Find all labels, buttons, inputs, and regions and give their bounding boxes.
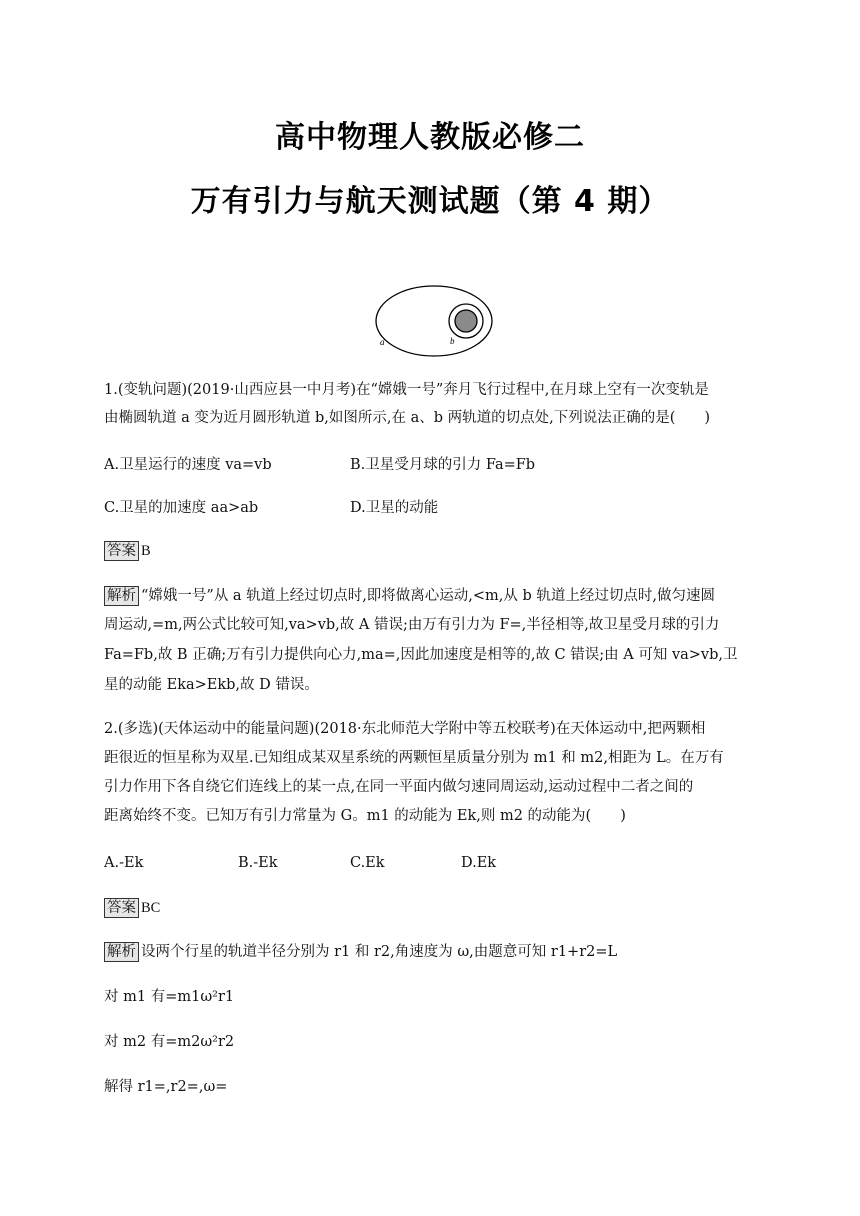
q2-option-c: C.Ek: [350, 855, 385, 871]
q1-option-b: B.卫星受月球的引力 Fa=Fb: [350, 457, 536, 473]
q2-answer-value: BC: [141, 900, 161, 916]
q2-stem-line3: 引力作用下各自绕它们连线上的某一点,在同一平面内做匀速同周运动,运动过程中二者之间的: [104, 779, 694, 795]
q1-answer-value: B: [141, 543, 151, 559]
q2-stem-line1: 2.(多选)(天体运动中的能量问题)(2018·东北师范大学附中等五校联考)在天体运动中,把两颗相: [104, 721, 706, 737]
q2-stem-line2: 距很近的恒星称为双星.已知组成某双星系统的两颗恒星质量分别为 m1 和 m2,相距为 L。在万有: [104, 750, 724, 766]
q2-analysis-tag: 解析: [104, 942, 139, 962]
q2-equation1: 对 m1 有=m1ω²r1: [104, 989, 235, 1005]
moon: [455, 310, 477, 332]
q2-analysis-text1: 设两个行星的轨道半径分别为 r1 和 r2,角速度为 ω,由题意可知 r1+r2=L: [141, 944, 618, 960]
document-title-line2: 万有引力与航天测试题（第 4 期）: [190, 184, 670, 219]
q1-answer-tag: 答案: [104, 541, 139, 561]
q1-analysis-tag: 解析: [104, 586, 139, 606]
orbit-label-b: b: [450, 336, 455, 346]
q2-answer-tag: 答案: [104, 898, 139, 918]
q2-analysis-line1: [104, 942, 764, 962]
q2-equation3: 解得 r1=,r2=,ω=: [104, 1079, 228, 1095]
q1-option-d: D.卫星的动能: [350, 500, 439, 516]
q1-analysis-line3: Fa=Fb,故 B 正确;万有引力提供向心力,ma=,因此加速度是相等的,故 C 错误;由 A 可知 va>vb,卫: [104, 647, 738, 663]
orbit-label-a: a: [380, 337, 385, 347]
q1-answer-row: [104, 541, 764, 561]
orbit-figure: [372, 283, 496, 359]
q2-equation2: 对 m2 有=m2ω²r2: [104, 1034, 235, 1050]
q1-analysis-line1: [104, 586, 764, 606]
q1-analysis-line2: 周运动,=m,两公式比较可知,va>vb,故 A 错误;由万有引力为 F=,半径相等,故卫星受月球的引力: [104, 617, 720, 633]
q2-option-d: D.Ek: [461, 855, 497, 871]
q1-analysis-text1: “嫦娥一号”从 a 轨道上经过切点时,即将做离心运动,<m,从 b 轨道上经过切点时,做匀速圆: [141, 588, 716, 604]
q1-stem-line1: 1.(变轨问题)(2019·山西应县一中月考)在“嫦娥一号”奔月飞行过程中,在月球上空有一次变轨是: [104, 382, 709, 398]
q2-answer-row: [104, 898, 764, 918]
q1-option-c: C.卫星的加速度 aa>ab: [104, 500, 259, 516]
q2-option-a: A.-Ek: [104, 855, 144, 871]
q2-option-b: B.-Ek: [238, 855, 278, 871]
q1-analysis-line4: 星的动能 Eka>Ekb,故 D 错误。: [104, 677, 319, 693]
q2-stem-line4: 距离始终不变。已知万有引力常量为 G。m1 的动能为 Ek,则 m2 的动能为( ): [104, 808, 626, 824]
q1-option-a: A.卫星运行的速度 va=vb: [104, 457, 272, 473]
q1-stem-line2: 由椭圆轨道 a 变为近月圆形轨道 b,如图所示,在 a、b 两轨道的切点处,下列说法正确的是( ): [104, 410, 711, 426]
document-title-line1: 高中物理人教版必修二: [275, 120, 585, 155]
